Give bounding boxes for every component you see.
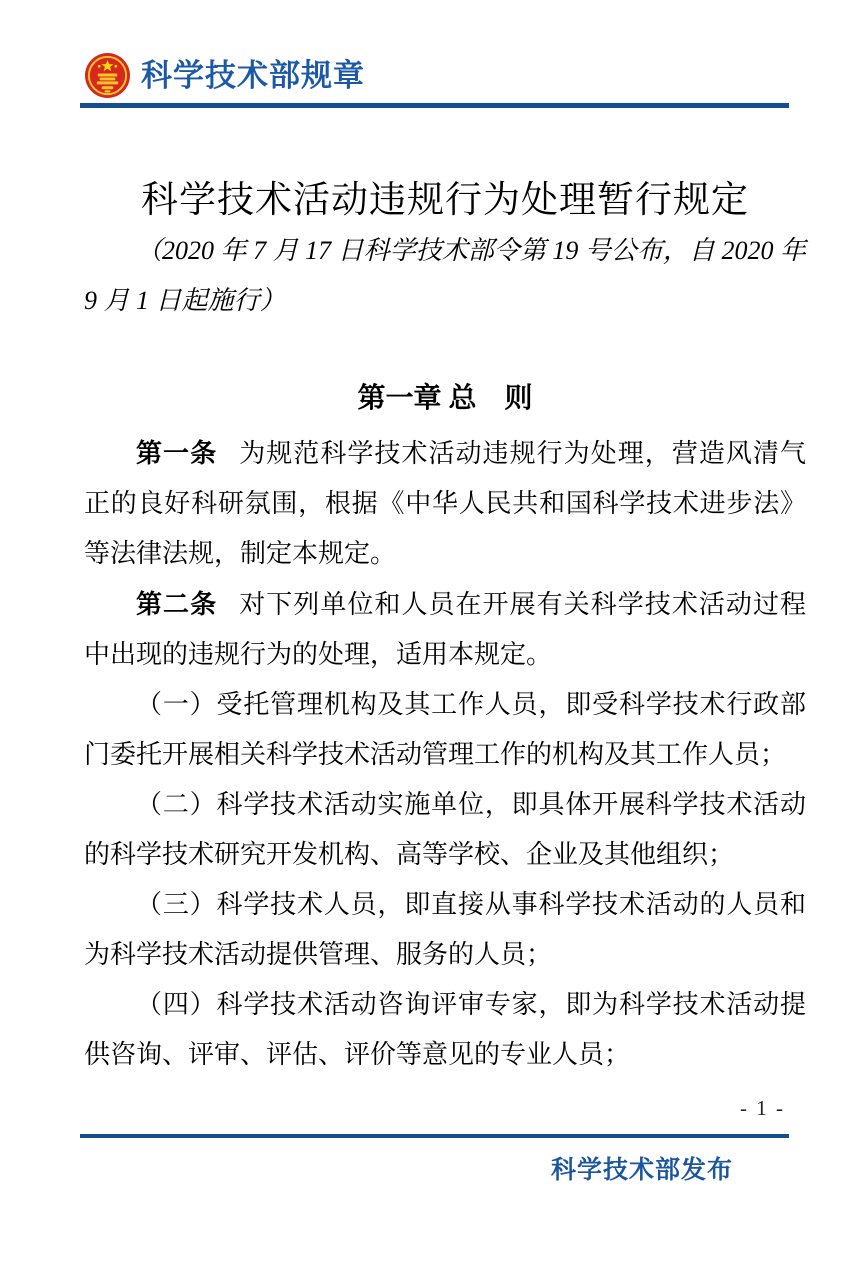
paragraph-text: 为规范科学技术活动违规行为处理，营造风清气正的良好科研氛围，根据《中华人民共和国科学技术进步法》等法律法规，制定本规定。 — [84, 439, 806, 568]
article-paragraph — [84, 428, 806, 579]
footer-rule — [80, 1134, 789, 1138]
article-number: 第一条 — [136, 438, 218, 468]
masthead-rule — [80, 103, 789, 108]
page-number: - 1 - — [740, 1096, 785, 1120]
article-paragraph — [84, 880, 806, 980]
paragraph-text: 对下列单位和人员在开展有关科学技术活动过程中出现的违规行为的处理，适用本规定。 — [84, 590, 806, 669]
document-column — [84, 176, 806, 1080]
article-paragraph — [84, 980, 806, 1080]
article-paragraph — [84, 579, 806, 680]
masthead — [84, 52, 365, 99]
paragraph-text: （二）科学技术活动实施单位，即具体开展科学技术活动的科学技术研究开发机构、高等学校、企业及其他组织； — [84, 790, 806, 869]
document-text — [84, 428, 806, 1080]
paragraph-text: （四）科学技术活动咨询评审专家，即为科学技术活动提供咨询、评审、评估、评价等意见的专业人员； — [84, 990, 806, 1069]
china-national-emblem-icon — [84, 52, 131, 99]
document-title: 科学技术活动违规行为处理暂行规定 — [141, 180, 749, 221]
article-number: 第二条 — [136, 589, 218, 619]
paragraph-text: （一）受托管理机构及其工作人员，即受科学技术行政部门委托开展相关科学技术活动管理工作的机构及其工作人员； — [84, 690, 806, 769]
document-subtitle: （2020 年 7 月 17 日科学技术部令第 19 号公布，自 2020 年 9 月 1 日起施行） — [84, 236, 806, 315]
chapter-heading: 第一章 总 则 — [357, 383, 533, 414]
publisher-label: 科学技术部发布 — [550, 1156, 733, 1184]
masthead-label: 科学技术部规章 — [141, 58, 365, 93]
article-paragraph — [84, 680, 806, 780]
paragraph-text: （三）科学技术人员，即直接从事科学技术活动的人员和为科学技术活动提供管理、服务的人员； — [84, 890, 806, 969]
article-paragraph — [84, 780, 806, 880]
